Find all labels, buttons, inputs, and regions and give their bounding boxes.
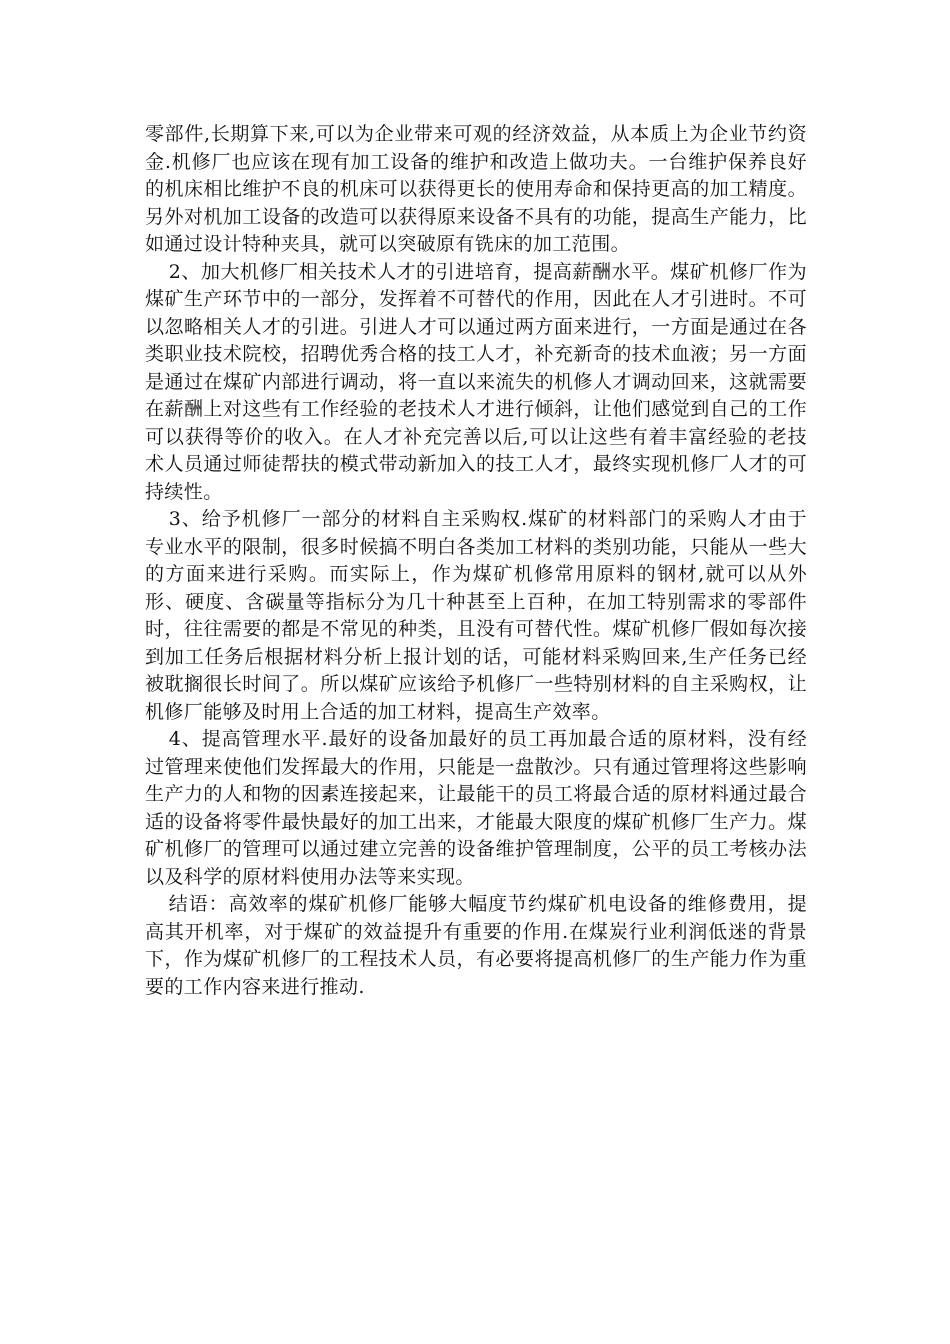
paragraph-management: 4、提高管理水平.最好的设备加最好的员工再加最合适的原材料，没有经过管理来使他们发挥最大的作用，只能是一盘散沙。只有通过管理将这些影响生产力的人和物的因素连接起来，让最能干的员工将最合适的原材料通过最合适的设备将零件最快最好的加工出来，才能最大限度的煤矿机修厂生产力。煤矿机修厂的管理可以通过建立完善的设备维护管理制度，公平的员工考核办法以及科学的原材料使用办法等来实现。 — [145, 728, 807, 888]
paragraph-conclusion: 结语：高效率的煤矿机修厂能够大幅度节约煤矿机电设备的维修费用，提高其开机率，对于煤矿的效益提升有重要的作用.在煤炭行业利润低迷的背景下，作为煤矿机修厂的工程技术人员，有必要将提高机修厂的生产能力作为重要的工作内容来进行推动. — [145, 893, 807, 998]
document-body — [145, 121, 807, 1001]
paragraph-talent: 2、加大机修厂相关技术人才的引进培育，提高薪酬水平。煤矿机修厂作为煤矿生产环节中的一部分，发挥着不可替代的作用，因此在人才引进时。不可以忽略相关人才的引进。引进人才可以通过两方面来进行，一方面是通过在各类职业技术院校，招聘优秀合格的技工人才，补充新奇的技术血液；另一方面是通过在煤矿内部进行调动，将一直以来流失的机修人才调动回来，这就需要在薪酬上对这些有工作经验的老技术人才进行倾斜，让他们感觉到自己的工作可以获得等价的收入。在人才补充完善以后,可以让这些有着丰富经验的老技术人员通过师徒帮扶的模式带动新加入的技工人才，最终实现机修厂人才的可持续性。 — [145, 260, 807, 503]
paragraph-procurement: 3、给予机修厂一部分的材料自主采购权.煤矿的材料部门的采购人才由于专业水平的限制，很多时候搞不明白各类加工材料的类别功能，只能从一些大的方面来进行采购。而实际上，作为煤矿机修常用原料的钢材,就可以从外形、硬度、含碳量等指标分为几十种甚至上百种，在加工特别需求的零部件时，往往需要的都是不常见的种类，且没有可替代性。煤矿机修厂假如每次接到加工任务后根据材料分析上报计划的话，可能材料采购回来,生产任务已经被耽搁很长时间了。所以煤矿应该给予机修厂一些特别材料的自主采购权，让机修厂能够及时用上合适的加工材料，提高生产效率。 — [145, 508, 807, 723]
paragraph-continued: 零部件,长期算下来,可以为企业带来可观的经济效益，从本质上为企业节约资金.机修厂也应该在现有加工设备的维护和改造上做功夫。一台维护保养良好的机床相比维护不良的机床可以获得更长的使用寿命和保持更高的加工精度。另外对机加工设备的改造可以获得原来设备不具有的功能，提高生产能力，比如通过设计特种夹具，就可以突破原有铣床的加工范围。 — [145, 123, 807, 255]
